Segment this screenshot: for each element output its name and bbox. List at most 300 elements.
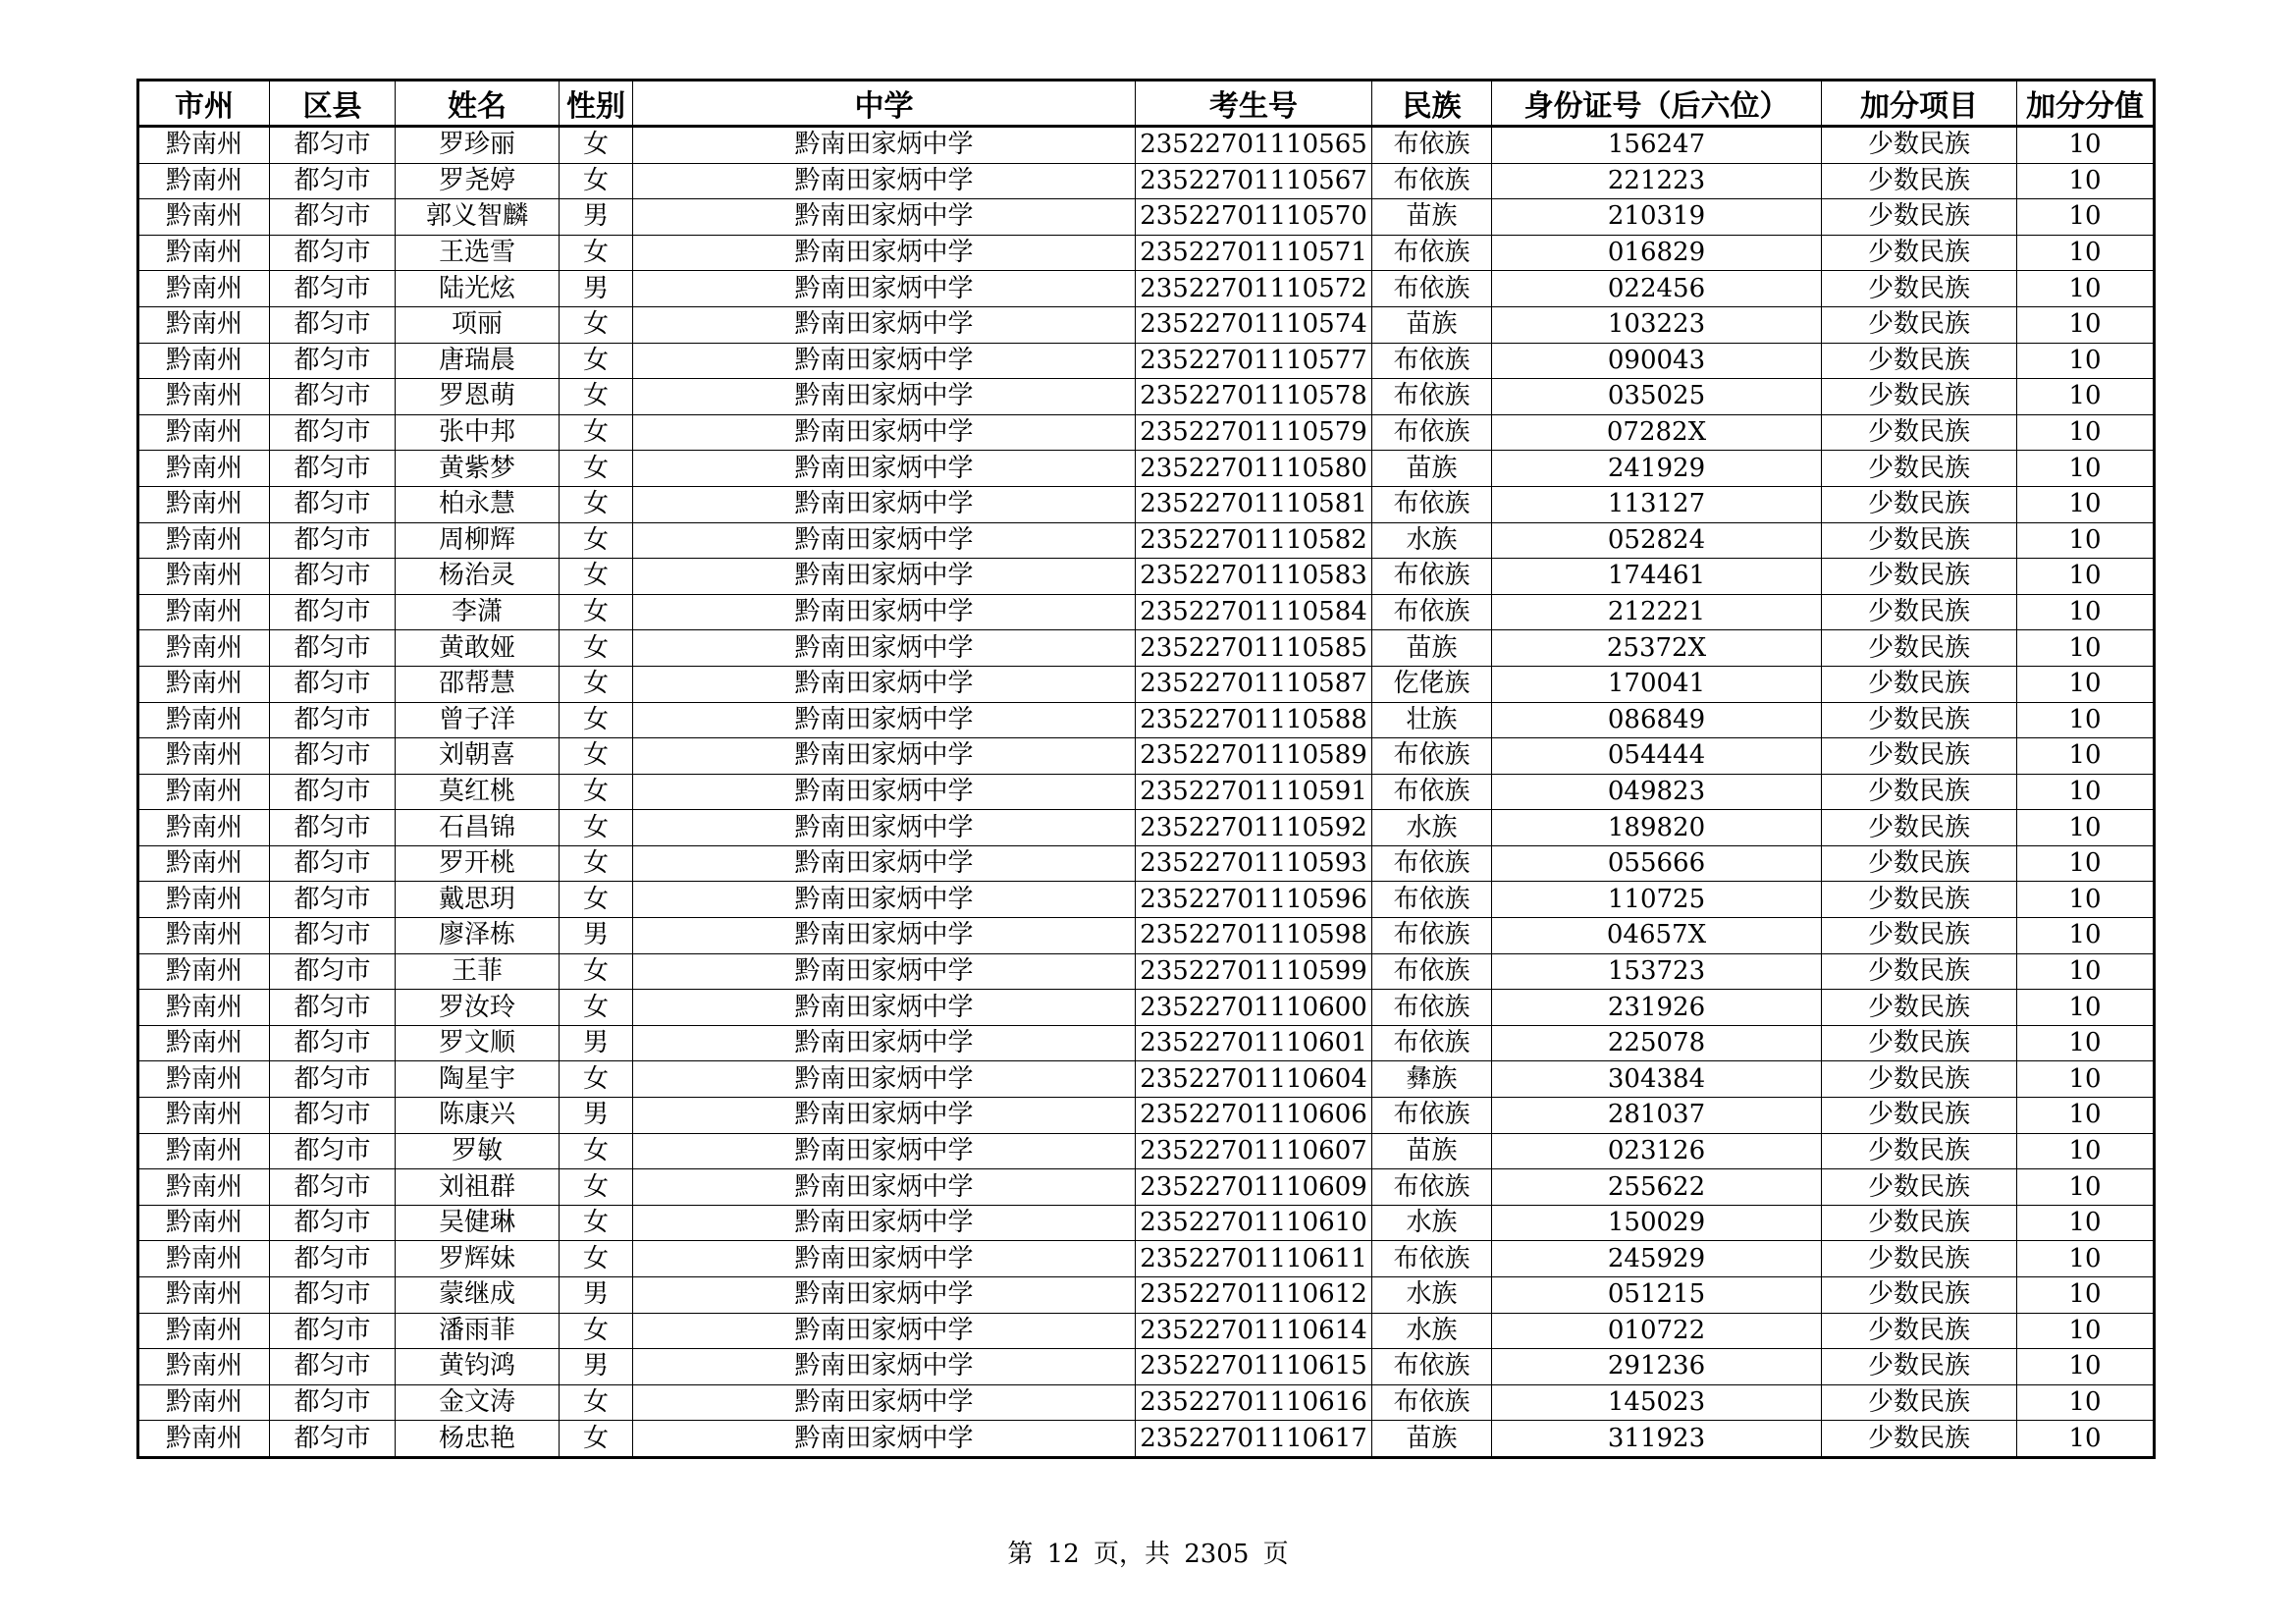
cell-name: 陈康兴 (396, 1098, 560, 1134)
cell-city: 黔南州 (138, 163, 270, 199)
cell-name: 金文涛 (396, 1384, 560, 1421)
cell-id-suffix: 311923 (1492, 1421, 1822, 1458)
cell-district: 都匀市 (270, 1313, 396, 1349)
cell-district: 都匀市 (270, 1277, 396, 1314)
cell-school: 黔南田家炳中学 (633, 522, 1136, 559)
cell-ethnicity: 布依族 (1372, 1098, 1492, 1134)
table-row (138, 666, 2155, 702)
cell-ethnicity: 水族 (1372, 522, 1492, 559)
cell-name: 黄敢娅 (396, 630, 560, 667)
cell-ethnicity: 布依族 (1372, 1384, 1492, 1421)
cell-bonus-value: 10 (2017, 630, 2155, 667)
cell-school: 黔南田家炳中学 (633, 1169, 1136, 1206)
cell-exam-number: 23522701110606 (1136, 1098, 1372, 1134)
table-row (138, 127, 2155, 164)
cell-gender: 女 (560, 1169, 633, 1206)
cell-gender: 女 (560, 1133, 633, 1169)
cell-bonus-value: 10 (2017, 702, 2155, 738)
column-header-bonus-item: 加分项目 (1822, 81, 2017, 127)
table-row (138, 918, 2155, 954)
cell-gender: 女 (560, 845, 633, 882)
cell-id-suffix: 055666 (1492, 845, 1822, 882)
cell-district: 都匀市 (270, 1349, 396, 1385)
cell-name: 罗开桃 (396, 845, 560, 882)
column-header-ethnicity: 民族 (1372, 81, 1492, 127)
cell-district: 都匀市 (270, 1061, 396, 1098)
cell-district: 都匀市 (270, 522, 396, 559)
table-row (138, 343, 2155, 379)
cell-school: 黔南田家炳中学 (633, 1025, 1136, 1061)
cell-id-suffix: 016829 (1492, 235, 1822, 271)
cell-exam-number: 23522701110583 (1136, 559, 1372, 595)
cell-school: 黔南田家炳中学 (633, 271, 1136, 307)
cell-bonus-item: 少数民族 (1822, 845, 2017, 882)
cell-school: 黔南田家炳中学 (633, 1349, 1136, 1385)
cell-gender: 女 (560, 235, 633, 271)
cell-id-suffix: 156247 (1492, 127, 1822, 164)
cell-ethnicity: 布依族 (1372, 414, 1492, 451)
cell-bonus-item: 少数民族 (1822, 1025, 2017, 1061)
cell-bonus-item: 少数民族 (1822, 1133, 2017, 1169)
cell-exam-number: 23522701110600 (1136, 990, 1372, 1026)
cell-district: 都匀市 (270, 559, 396, 595)
cell-gender: 女 (560, 666, 633, 702)
cell-ethnicity: 水族 (1372, 1277, 1492, 1314)
table-row (138, 271, 2155, 307)
cell-city: 黔南州 (138, 990, 270, 1026)
cell-exam-number: 23522701110571 (1136, 235, 1372, 271)
cell-exam-number: 23522701110615 (1136, 1349, 1372, 1385)
cell-gender: 女 (560, 594, 633, 630)
cell-bonus-item: 少数民族 (1822, 163, 2017, 199)
cell-bonus-value: 10 (2017, 1025, 2155, 1061)
cell-district: 都匀市 (270, 666, 396, 702)
cell-exam-number: 23522701110574 (1136, 306, 1372, 343)
cell-name: 罗文顺 (396, 1025, 560, 1061)
page-footer: 第 12 页，共 2305 页 (1007, 1540, 1289, 1569)
cell-id-suffix: 153723 (1492, 953, 1822, 990)
cell-name: 唐瑞晨 (396, 343, 560, 379)
column-header-district: 区县 (270, 81, 396, 127)
cell-bonus-item: 少数民族 (1822, 594, 2017, 630)
cell-bonus-item: 少数民族 (1822, 451, 2017, 487)
cell-ethnicity: 布依族 (1372, 1025, 1492, 1061)
cell-name: 黄钧鸿 (396, 1349, 560, 1385)
cell-bonus-item: 少数民族 (1822, 810, 2017, 846)
cell-ethnicity: 布依族 (1372, 486, 1492, 522)
cell-gender: 女 (560, 774, 633, 810)
cell-bonus-item: 少数民族 (1822, 630, 2017, 667)
cell-name: 张中邦 (396, 414, 560, 451)
table-row (138, 379, 2155, 415)
table-row (138, 702, 2155, 738)
cell-bonus-item: 少数民族 (1822, 522, 2017, 559)
cell-gender: 女 (560, 1241, 633, 1277)
cell-city: 黔南州 (138, 1025, 270, 1061)
cell-name: 周柳辉 (396, 522, 560, 559)
cell-id-suffix: 174461 (1492, 559, 1822, 595)
cell-district: 都匀市 (270, 235, 396, 271)
cell-id-suffix: 054444 (1492, 738, 1822, 775)
cell-city: 黔南州 (138, 306, 270, 343)
cell-bonus-item: 少数民族 (1822, 774, 2017, 810)
cell-gender: 女 (560, 1061, 633, 1098)
cell-city: 黔南州 (138, 414, 270, 451)
column-header-gender: 性别 (560, 81, 633, 127)
cell-name: 李潇 (396, 594, 560, 630)
cell-bonus-item: 少数民族 (1822, 271, 2017, 307)
cell-name: 曾子洋 (396, 702, 560, 738)
cell-bonus-value: 10 (2017, 1421, 2155, 1458)
cell-ethnicity: 布依族 (1372, 774, 1492, 810)
cell-bonus-value: 10 (2017, 1384, 2155, 1421)
cell-exam-number: 23522701110570 (1136, 199, 1372, 236)
cell-ethnicity: 布依族 (1372, 738, 1492, 775)
cell-bonus-value: 10 (2017, 882, 2155, 918)
cell-city: 黔南州 (138, 1384, 270, 1421)
cell-ethnicity: 布依族 (1372, 559, 1492, 595)
cell-ethnicity: 苗族 (1372, 199, 1492, 236)
cell-gender: 女 (560, 414, 633, 451)
cell-school: 黔南田家炳中学 (633, 1384, 1136, 1421)
cell-bonus-item: 少数民族 (1822, 1349, 2017, 1385)
table-row (138, 882, 2155, 918)
cell-school: 黔南田家炳中学 (633, 1205, 1136, 1241)
cell-school: 黔南田家炳中学 (633, 810, 1136, 846)
cell-school: 黔南田家炳中学 (633, 918, 1136, 954)
cell-city: 黔南州 (138, 559, 270, 595)
cell-ethnicity: 彝族 (1372, 1061, 1492, 1098)
table-row (138, 163, 2155, 199)
cell-bonus-item: 少数民族 (1822, 1313, 2017, 1349)
table-row (138, 559, 2155, 595)
cell-exam-number: 23522701110581 (1136, 486, 1372, 522)
cell-city: 黔南州 (138, 343, 270, 379)
cell-id-suffix: 231926 (1492, 990, 1822, 1026)
cell-school: 黔南田家炳中学 (633, 379, 1136, 415)
cell-bonus-item: 少数民族 (1822, 666, 2017, 702)
cell-city: 黔南州 (138, 1061, 270, 1098)
cell-school: 黔南田家炳中学 (633, 486, 1136, 522)
cell-exam-number: 23522701110582 (1136, 522, 1372, 559)
cell-ethnicity: 水族 (1372, 810, 1492, 846)
cell-bonus-value: 10 (2017, 414, 2155, 451)
cell-ethnicity: 水族 (1372, 1205, 1492, 1241)
cell-ethnicity: 布依族 (1372, 882, 1492, 918)
cell-id-suffix: 035025 (1492, 379, 1822, 415)
cell-name: 蒙继成 (396, 1277, 560, 1314)
cell-exam-number: 23522701110579 (1136, 414, 1372, 451)
cell-district: 都匀市 (270, 738, 396, 775)
table-row (138, 738, 2155, 775)
cell-id-suffix: 189820 (1492, 810, 1822, 846)
cell-city: 黔南州 (138, 953, 270, 990)
cell-city: 黔南州 (138, 486, 270, 522)
cell-city: 黔南州 (138, 882, 270, 918)
cell-id-suffix: 255622 (1492, 1169, 1822, 1206)
cell-bonus-value: 10 (2017, 199, 2155, 236)
cell-bonus-item: 少数民族 (1822, 1277, 2017, 1314)
cell-bonus-value: 10 (2017, 343, 2155, 379)
cell-city: 黔南州 (138, 1277, 270, 1314)
cell-district: 都匀市 (270, 1025, 396, 1061)
cell-exam-number: 23522701110588 (1136, 702, 1372, 738)
cell-city: 黔南州 (138, 630, 270, 667)
cell-bonus-value: 10 (2017, 235, 2155, 271)
cell-bonus-value: 10 (2017, 1241, 2155, 1277)
cell-bonus-value: 10 (2017, 1169, 2155, 1206)
cell-city: 黔南州 (138, 774, 270, 810)
cell-exam-number: 23522701110596 (1136, 882, 1372, 918)
cell-exam-number: 23522701110578 (1136, 379, 1372, 415)
cell-id-suffix: 25372X (1492, 630, 1822, 667)
cell-id-suffix: 022456 (1492, 271, 1822, 307)
cell-id-suffix: 010722 (1492, 1313, 1822, 1349)
cell-gender: 男 (560, 1349, 633, 1385)
cell-exam-number: 23522701110585 (1136, 630, 1372, 667)
cell-id-suffix: 110725 (1492, 882, 1822, 918)
cell-district: 都匀市 (270, 845, 396, 882)
table-row (138, 451, 2155, 487)
cell-district: 都匀市 (270, 306, 396, 343)
table-row (138, 774, 2155, 810)
cell-ethnicity: 苗族 (1372, 451, 1492, 487)
cell-gender: 女 (560, 1313, 633, 1349)
cell-school: 黔南田家炳中学 (633, 1241, 1136, 1277)
cell-gender: 男 (560, 199, 633, 236)
table-row (138, 1098, 2155, 1134)
cell-exam-number: 23522701110611 (1136, 1241, 1372, 1277)
cell-bonus-item: 少数民族 (1822, 1169, 2017, 1206)
table-row (138, 1025, 2155, 1061)
cell-city: 黔南州 (138, 1241, 270, 1277)
column-header-school: 中学 (633, 81, 1136, 127)
table-row (138, 1349, 2155, 1385)
cell-exam-number: 23522701110610 (1136, 1205, 1372, 1241)
cell-bonus-item: 少数民族 (1822, 379, 2017, 415)
cell-exam-number: 23522701110617 (1136, 1421, 1372, 1458)
cell-district: 都匀市 (270, 774, 396, 810)
cell-name: 廖泽栋 (396, 918, 560, 954)
cell-gender: 女 (560, 702, 633, 738)
cell-bonus-item: 少数民族 (1822, 1205, 2017, 1241)
cell-gender: 女 (560, 163, 633, 199)
cell-school: 黔南田家炳中学 (633, 559, 1136, 595)
cell-bonus-value: 10 (2017, 810, 2155, 846)
column-header-name: 姓名 (396, 81, 560, 127)
cell-district: 都匀市 (270, 1384, 396, 1421)
table-row (138, 199, 2155, 236)
cell-ethnicity: 苗族 (1372, 630, 1492, 667)
cell-bonus-value: 10 (2017, 522, 2155, 559)
table-row (138, 486, 2155, 522)
cell-id-suffix: 086849 (1492, 702, 1822, 738)
cell-district: 都匀市 (270, 810, 396, 846)
cell-bonus-item: 少数民族 (1822, 414, 2017, 451)
cell-bonus-value: 10 (2017, 666, 2155, 702)
cell-bonus-value: 10 (2017, 1205, 2155, 1241)
cell-name: 潘雨菲 (396, 1313, 560, 1349)
cell-city: 黔南州 (138, 271, 270, 307)
cell-school: 黔南田家炳中学 (633, 1421, 1136, 1458)
cell-district: 都匀市 (270, 1241, 396, 1277)
cell-school: 黔南田家炳中学 (633, 235, 1136, 271)
cell-ethnicity: 布依族 (1372, 127, 1492, 164)
table-row (138, 1421, 2155, 1458)
cell-name: 陆光炫 (396, 271, 560, 307)
cell-city: 黔南州 (138, 918, 270, 954)
cell-exam-number: 23522701110599 (1136, 953, 1372, 990)
table-row (138, 1133, 2155, 1169)
cell-name: 吴健琳 (396, 1205, 560, 1241)
cell-city: 黔南州 (138, 1205, 270, 1241)
cell-gender: 男 (560, 918, 633, 954)
cell-city: 黔南州 (138, 594, 270, 630)
cell-bonus-value: 10 (2017, 486, 2155, 522)
cell-name: 罗恩萌 (396, 379, 560, 415)
table-row (138, 522, 2155, 559)
table-row (138, 990, 2155, 1026)
cell-district: 都匀市 (270, 990, 396, 1026)
table-row (138, 1205, 2155, 1241)
header-row (138, 81, 2155, 127)
cell-bonus-value: 10 (2017, 559, 2155, 595)
cell-district: 都匀市 (270, 1205, 396, 1241)
table-row (138, 1061, 2155, 1098)
cell-bonus-value: 10 (2017, 1277, 2155, 1314)
cell-bonus-item: 少数民族 (1822, 1061, 2017, 1098)
cell-name: 郭义智麟 (396, 199, 560, 236)
column-header-exam-number: 考生号 (1136, 81, 1372, 127)
cell-city: 黔南州 (138, 379, 270, 415)
cell-bonus-item: 少数民族 (1822, 990, 2017, 1026)
cell-name: 杨治灵 (396, 559, 560, 595)
cell-city: 黔南州 (138, 845, 270, 882)
cell-exam-number: 23522701110567 (1136, 163, 1372, 199)
cell-id-suffix: 113127 (1492, 486, 1822, 522)
cell-exam-number: 23522701110577 (1136, 343, 1372, 379)
table-row (138, 306, 2155, 343)
cell-exam-number: 23522701110598 (1136, 918, 1372, 954)
cell-exam-number: 23522701110584 (1136, 594, 1372, 630)
cell-ethnicity: 布依族 (1372, 990, 1492, 1026)
cell-district: 都匀市 (270, 1169, 396, 1206)
cell-id-suffix: 150029 (1492, 1205, 1822, 1241)
cell-exam-number: 23522701110614 (1136, 1313, 1372, 1349)
cell-district: 都匀市 (270, 594, 396, 630)
cell-exam-number: 23522701110607 (1136, 1133, 1372, 1169)
cell-bonus-value: 10 (2017, 1349, 2155, 1385)
cell-bonus-item: 少数民族 (1822, 918, 2017, 954)
cell-gender: 男 (560, 271, 633, 307)
cell-district: 都匀市 (270, 343, 396, 379)
cell-name: 陶星宇 (396, 1061, 560, 1098)
cell-id-suffix: 304384 (1492, 1061, 1822, 1098)
cell-gender: 女 (560, 810, 633, 846)
cell-bonus-value: 10 (2017, 953, 2155, 990)
cell-name: 罗敏 (396, 1133, 560, 1169)
cell-bonus-value: 10 (2017, 379, 2155, 415)
cell-id-suffix: 04657X (1492, 918, 1822, 954)
cell-bonus-item: 少数民族 (1822, 343, 2017, 379)
cell-bonus-value: 10 (2017, 845, 2155, 882)
cell-id-suffix: 170041 (1492, 666, 1822, 702)
cell-district: 都匀市 (270, 1098, 396, 1134)
cell-school: 黔南田家炳中学 (633, 1313, 1136, 1349)
cell-name: 刘祖群 (396, 1169, 560, 1206)
cell-bonus-value: 10 (2017, 1098, 2155, 1134)
cell-district: 都匀市 (270, 163, 396, 199)
cell-exam-number: 23522701110604 (1136, 1061, 1372, 1098)
cell-exam-number: 23522701110612 (1136, 1277, 1372, 1314)
cell-district: 都匀市 (270, 630, 396, 667)
cell-bonus-value: 10 (2017, 738, 2155, 775)
cell-id-suffix: 103223 (1492, 306, 1822, 343)
cell-ethnicity: 壮族 (1372, 702, 1492, 738)
cell-district: 都匀市 (270, 379, 396, 415)
cell-exam-number: 23522701110601 (1136, 1025, 1372, 1061)
cell-bonus-item: 少数民族 (1822, 127, 2017, 164)
table-row (138, 953, 2155, 990)
cell-gender: 女 (560, 379, 633, 415)
cell-exam-number: 23522701110593 (1136, 845, 1372, 882)
cell-exam-number: 23522701110589 (1136, 738, 1372, 775)
cell-gender: 男 (560, 1277, 633, 1314)
cell-id-suffix: 051215 (1492, 1277, 1822, 1314)
cell-gender: 女 (560, 1384, 633, 1421)
cell-city: 黔南州 (138, 1169, 270, 1206)
cell-id-suffix: 281037 (1492, 1098, 1822, 1134)
cell-city: 黔南州 (138, 235, 270, 271)
cell-name: 刘朝喜 (396, 738, 560, 775)
table-row (138, 1277, 2155, 1314)
cell-bonus-item: 少数民族 (1822, 306, 2017, 343)
cell-city: 黔南州 (138, 199, 270, 236)
cell-city: 黔南州 (138, 1313, 270, 1349)
cell-school: 黔南田家炳中学 (633, 738, 1136, 775)
cell-city: 黔南州 (138, 810, 270, 846)
cell-bonus-item: 少数民族 (1822, 953, 2017, 990)
cell-exam-number: 23522701110591 (1136, 774, 1372, 810)
cell-id-suffix: 225078 (1492, 1025, 1822, 1061)
table-row (138, 810, 2155, 846)
cell-name: 项丽 (396, 306, 560, 343)
cell-school: 黔南田家炳中学 (633, 1133, 1136, 1169)
cell-bonus-item: 少数民族 (1822, 199, 2017, 236)
cell-school: 黔南田家炳中学 (633, 1098, 1136, 1134)
cell-ethnicity: 布依族 (1372, 845, 1492, 882)
cell-gender: 女 (560, 1421, 633, 1458)
cell-bonus-item: 少数民族 (1822, 559, 2017, 595)
cell-gender: 女 (560, 738, 633, 775)
cell-id-suffix: 090043 (1492, 343, 1822, 379)
cell-city: 黔南州 (138, 451, 270, 487)
cell-id-suffix: 145023 (1492, 1384, 1822, 1421)
cell-id-suffix: 049823 (1492, 774, 1822, 810)
cell-district: 都匀市 (270, 414, 396, 451)
cell-name: 戴思玥 (396, 882, 560, 918)
cell-gender: 女 (560, 1205, 633, 1241)
cell-school: 黔南田家炳中学 (633, 163, 1136, 199)
cell-name: 杨忠艳 (396, 1421, 560, 1458)
cell-school: 黔南田家炳中学 (633, 306, 1136, 343)
cell-district: 都匀市 (270, 953, 396, 990)
cell-ethnicity: 仡佬族 (1372, 666, 1492, 702)
cell-school: 黔南田家炳中学 (633, 594, 1136, 630)
cell-gender: 女 (560, 451, 633, 487)
cell-id-suffix: 023126 (1492, 1133, 1822, 1169)
cell-ethnicity: 布依族 (1372, 1169, 1492, 1206)
